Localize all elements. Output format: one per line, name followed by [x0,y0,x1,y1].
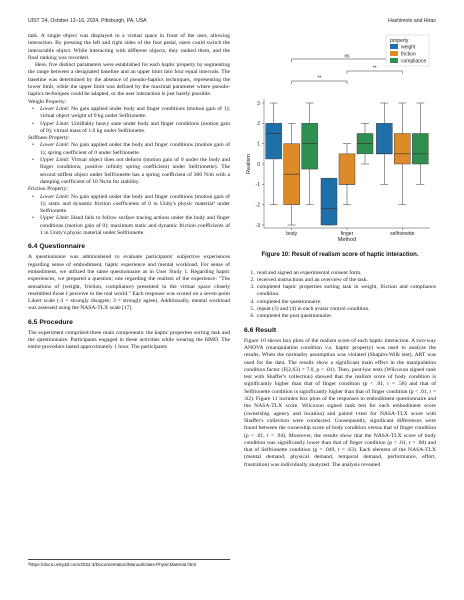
y-tick-label: 1 [257,141,260,148]
legend-swatch-compliance [390,58,398,63]
footnote: ³https://docs.unity3d.com/2022.3/Documentation/Manual/class-PhysicMaterial.html [28,559,230,567]
stiffness-property-list [28,142,230,186]
figure-caption: Figure 10: Result of realism score of haptic interaction. [261,252,419,259]
x-tick-label: body [286,231,298,237]
legend-title: property [390,38,409,44]
list-item [40,142,230,157]
box-compliance-selfrionette [412,134,428,165]
stiffness-property-title: Stiffness Property: [28,135,70,142]
realism-boxplot-figure [244,33,436,243]
y-axis-label: Realism [246,154,252,174]
procedure-steps [244,270,436,321]
paragraph-procedure: The experiment comprised three main components: the haptic properties sorting task and the questionnaire. Participants engaged in these activities while wearing the HMD. The entire procedure lasted approximately 1 hour. The participants [28,329,230,351]
x-axis-label: Method [337,237,357,243]
y-tick-label: -3 [255,222,260,229]
box-weight-body [266,123,282,159]
running-header [28,18,436,24]
section-heading-procedure: 6.5 Procedure [28,318,73,326]
list-item: 1. read and signed an experimental consent form. [256,270,436,277]
list-item [40,215,230,237]
limit-text: : Unliftably heavy state under body and finger conditions (motion gain of 0); virtual mass of 1.6 kg under Selfrionette. [40,120,230,134]
limit-text: : No gain applied under body and finger conditions (motion gain of 1); virtual object weight of 0 kg under Selfrionette. [40,105,230,120]
limit-text: : Hand fails to follow surface tracing actions under the body and finger conditions (motion gain of 0); maximum static and dynamic friction coefficients of 1 in Unity's physic material under Selfrionette. [40,215,230,237]
legend-swatch-weight [390,44,398,49]
left-column [28,33,230,352]
list-item: 3. completed haptic properties sorting task in weight, friction and compliance condition. [256,284,436,299]
paragraph-result: Figure 10 shows box plots of the realism score of each haptic interaction. A two-way ANOVA (manipulation condition v.s. haptic property) was used to analyze the results. When the normality assumption was violated (Shapiro-Wilk test), ART was used for the data. The results show a significant main effect in the manipulation condition factor (F(2,63) = 7.0, p < .01). Then, post-hoc tests (Wilcoxon signed rank test with Shaffer's collection) showed that the realism score of body condition is significantly higher than that of finger condition (p < .01, r = .58) and that of Selfrionette condition is significantly higher than that of finger condition (p < .01, r = .62). Figure 11 includes box plots of the responses to embodiment questionnaire and the NASA-TLX score. Wilcoxon signed rank test for each embodiment score (ownership, agency and location) and paired t-test for NASA-TLX score with Shaffer's collection were conducted. Consequently, significant differences were found between the ownership score of body condition versus that of finger condition (p < .01, r = .94). Moreover, the results show that the NASA-TLX score of body condition was significantly lower than that of finger condition (p < .01, r = .80) and that of Selfrionette condition (p = .049, r = .63). Each element of the NASA-TLX (mental demand, physical demand, temporal demand, performance, effort, frustration) was individually analyzed. The analysis revealed [244,337,436,468]
list-item: 6. completed the post questionnaire. [256,313,436,320]
legend-label: weight [401,44,416,51]
header-authors: Hashimoto and Hirao [388,18,436,24]
significance-label: ** [317,75,322,82]
limit-label: Lower Limit [40,193,68,200]
legend-swatch-friction [390,51,398,56]
box-compliance-body [302,123,318,169]
list-item [40,106,230,121]
x-tick-label: finger [340,231,354,237]
list-item: 2. received instructions and an overview of the task. [256,277,436,284]
paragraph-questionnaire: A questionnaire was administered to evaluate participants' subjective experiences regarding sense of embodiment, haptic experience and mental workload. For sense of embodiment, we utilized the same questionnaire as in User Study 1. Regarding haptic experiences, we prepared a question; one regarding the realism of the experience: "The sensations of (weight, friction, compliance) presented in the virtual space closely resembled those I perceive in the real world." Each response was scored on a seven-point Likert scale (-3 = strongly disagree; 3 = strongly agree). Additionally, mental workload was assessed using the NASA-TLX scale [17]. [28,254,230,312]
significance-label: ns [344,53,350,60]
box-weight-selfrionette [376,123,392,154]
limit-label: Lower Limit [40,142,68,149]
limit-label: Upper Limit [40,215,68,222]
limit-label: Upper Limit [40,120,68,127]
list-item: 4. completed the questionnaire. [256,299,436,306]
paragraph-parameters: Here, five distinct parameters were established for each haptic property by segmenting the range between a designated baseline and an upper limit into four equal intervals. The baseline was determined by the absence of pseudo-haptics techniques, representing the lower limit, while the upper limit was defined by the maximal parameter where pseudo-haptics techniques could be adapted, or the user interaction is just barely possible. [28,62,230,98]
x-tick-label: selfrionette [390,231,415,237]
right-column [244,33,436,469]
weight-property-list [28,106,230,135]
box-friction-finger [339,154,355,185]
box-weight-finger [321,178,337,225]
weight-property-title: Weight Property: [28,98,67,105]
friction-property-title: Friction Property: [28,186,68,193]
limit-text: : No gain applied under the body and finger conditions (motion gain of 1); static and dynamic friction coefficients of 0 in Unity's physic material³ under Selfrionette. [40,193,230,215]
list-item [40,121,230,136]
significance-label: ** [372,65,377,72]
box-friction-selfrionette [394,134,410,165]
legend-label: compliance [401,58,427,65]
friction-property-list [28,194,230,238]
limit-label: Lower Limit [40,105,68,112]
limit-text: : No gain applied under the body and finger conditions (motion gain of 1); spring coefficient of 0 under Selfrionette. [40,142,230,156]
limit-label: Upper Limit [40,157,68,164]
y-tick-label: 3 [257,100,260,107]
list-item [40,194,230,216]
list-item: 5. repeat (3) and (4) in each avatar control condition. [256,306,436,313]
legend-label: friction [401,51,416,58]
y-tick-label: 0 [257,161,260,168]
section-heading-result: 6.6 Result [244,326,277,334]
header-venue: UIST '24, October 13–16, 2024, Pittsburgh, PA, USA [28,18,147,24]
y-tick-label: -1 [255,182,260,189]
y-tick-label: -2 [255,202,260,209]
section-heading-questionnaire: 6.4 Questionnaire [28,243,86,251]
y-tick-label: 2 [257,121,260,128]
list-item [40,157,230,186]
paragraph-task: task. A single object was displayed in a virtual space in front of the user, allowing interaction. By pressing the left and right sides of the foot pedal, users could switch the interactable object. While interacting with different objects, they ranked them, and the final ranking was recorded. [28,33,230,61]
limit-text: : Virtual object does not deform (motion gain of 0 under the body and finger conditions; positive infinity spring coefficient) under Selfrionette). The second stiffest object under Selfrionette has a spring coefficient of 300 N/m with a damping coefficient of 10 Ns/m for stability. [40,157,230,185]
